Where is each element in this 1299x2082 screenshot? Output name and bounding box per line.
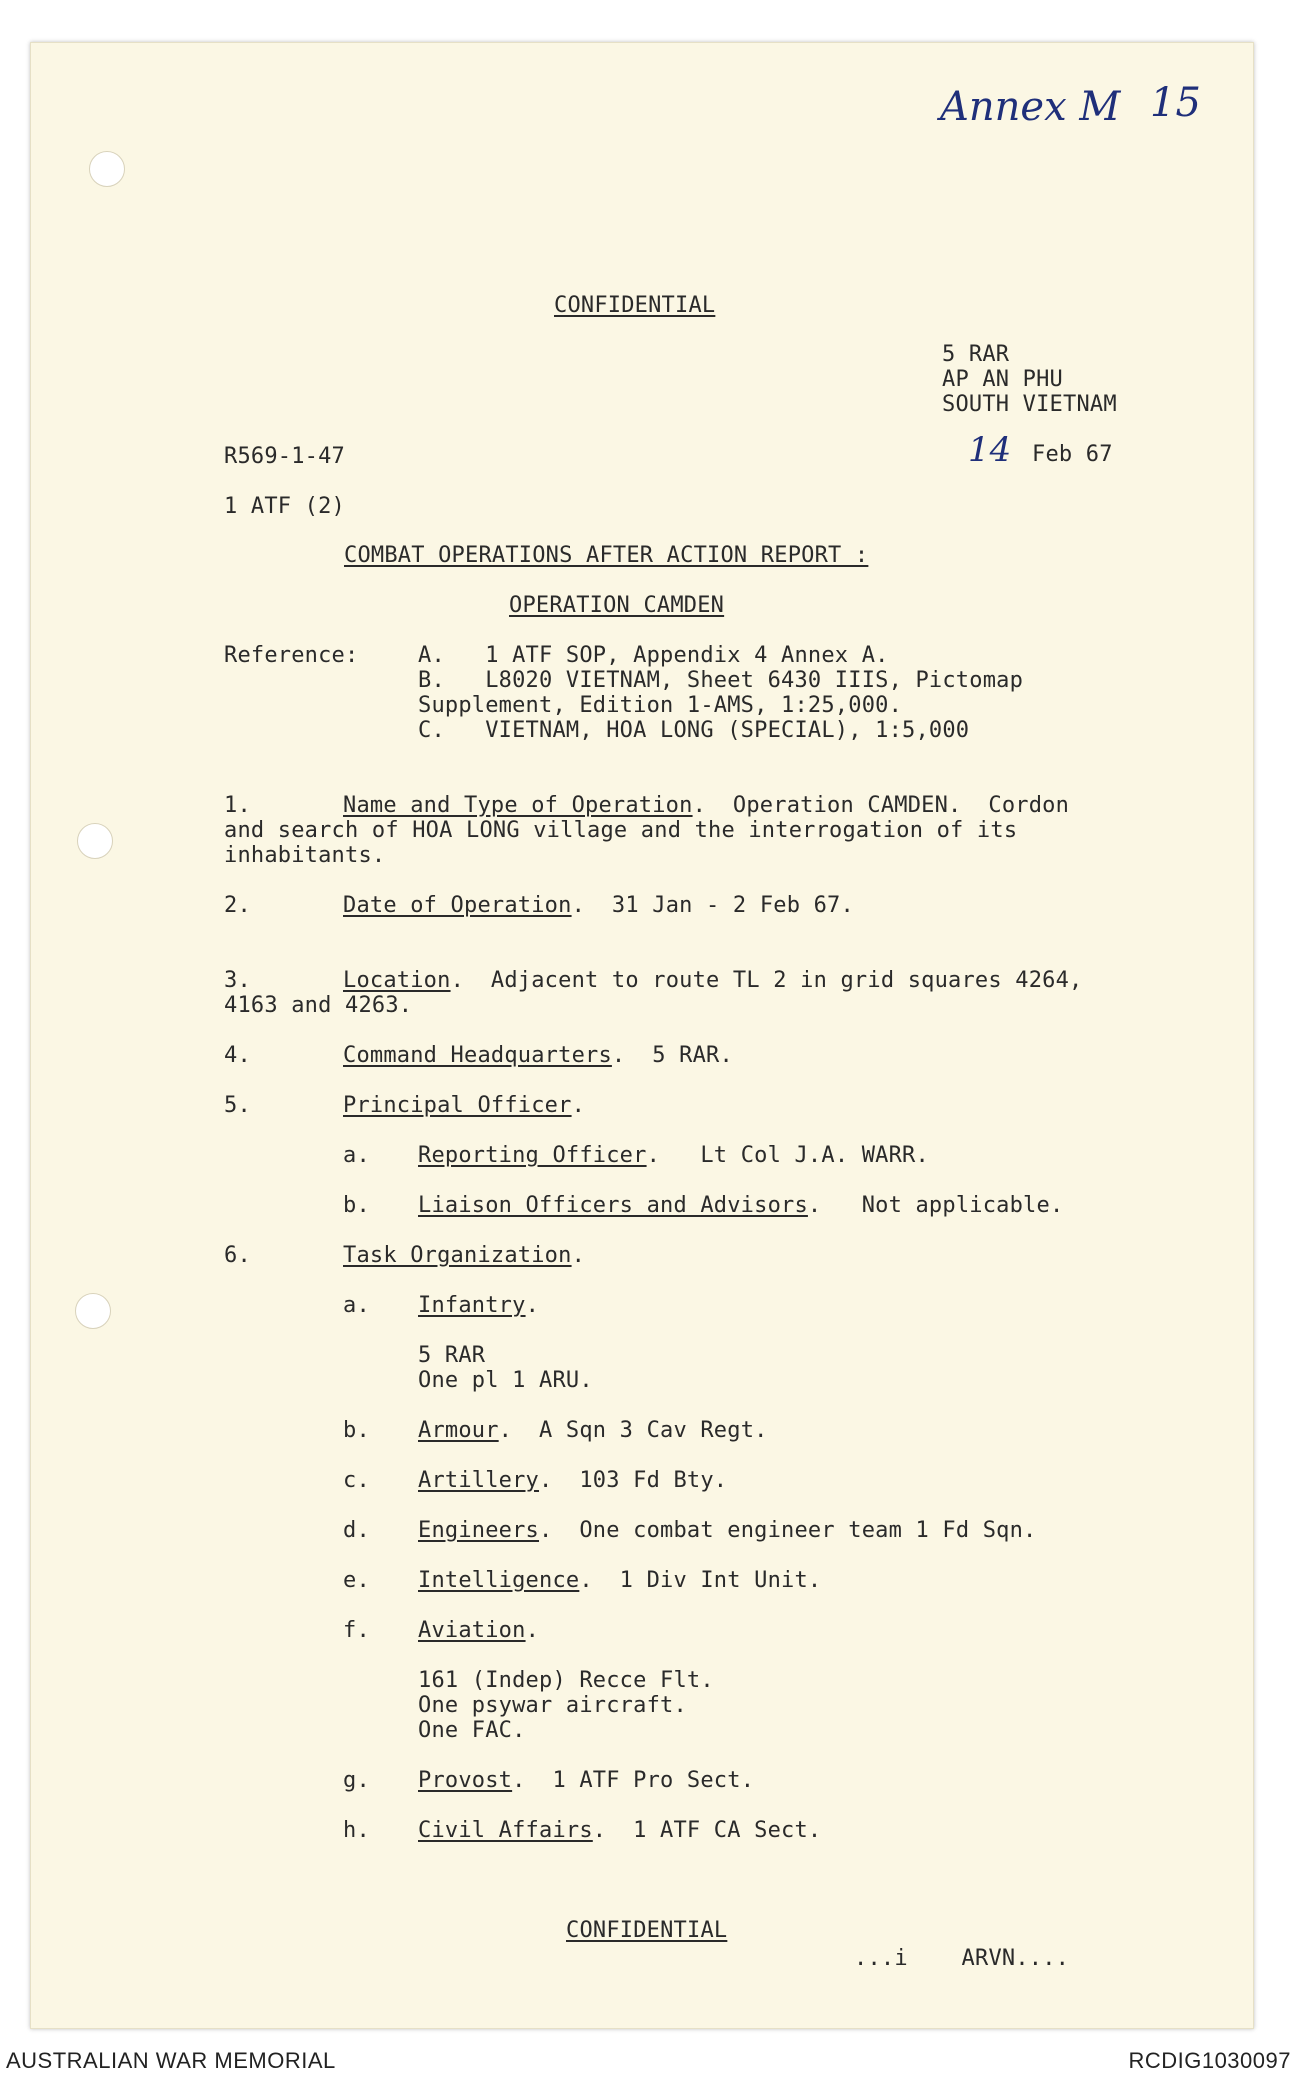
subsection-letter: a.: [343, 1143, 370, 1168]
subsection-line: One FAC.: [418, 1718, 526, 1743]
subsection-text: 1 Div Int Unit.: [592, 1568, 822, 1593]
section-number: 4.: [224, 1043, 251, 1068]
subsection-6g: Provost. 1 ATF Pro Sect.: [418, 1768, 755, 1793]
subsection-6f: Aviation.: [418, 1618, 540, 1643]
subsection-line: 161 (Indep) Recce Flt.: [418, 1668, 714, 1693]
reference-line: Supplement, Edition 1-AMS, 1:25,000.: [418, 693, 903, 718]
subsection-letter: c.: [343, 1468, 370, 1493]
section-4-line: Command Headquarters. 5 RAR.: [343, 1043, 733, 1068]
section-3-line-1: Location. Adjacent to route TL 2 in grid squares 4264,: [343, 968, 1083, 993]
subsection-line: 5 RAR: [418, 1343, 486, 1368]
section-5-heading-line: Principal Officer.: [343, 1093, 586, 1118]
address-line: AP AN PHU: [942, 367, 1064, 392]
subsection-letter: b.: [343, 1418, 370, 1443]
subsection-6h: Civil Affairs. 1 ATF CA Sect.: [418, 1818, 822, 1843]
subsection-heading: Armour: [418, 1418, 499, 1443]
section-1-line-1: Name and Type of Operation. Operation CAMDEN. Cordon: [343, 793, 1070, 818]
section-heading: Task Organization: [343, 1243, 572, 1268]
archive-source-label: AUSTRALIAN WAR MEMORIAL: [6, 2048, 336, 2073]
classification-top: CONFIDENTIAL: [554, 293, 716, 318]
section-number: 6.: [224, 1243, 251, 1268]
section-heading: Name and Type of Operation: [343, 793, 693, 818]
section-text: Adjacent to route TL 2 in grid squares 4264,: [464, 968, 1083, 993]
subsection-text: Not applicable.: [821, 1193, 1064, 1218]
address-line: 5 RAR: [942, 342, 1010, 367]
subsection-6a: Infantry.: [418, 1293, 540, 1318]
section-text: inhabitants.: [224, 843, 386, 868]
subsection-heading: Intelligence: [418, 1568, 580, 1593]
subsection-5a: Reporting Officer. Lt Col J.A. WARR.: [418, 1143, 929, 1168]
subsection-heading: Artillery: [418, 1468, 540, 1493]
subsection-letter: h.: [343, 1818, 370, 1843]
subsection-text: 1 ATF Pro Sect.: [525, 1768, 755, 1793]
subsection-letter: b.: [343, 1193, 370, 1218]
classification-bottom: CONFIDENTIAL: [566, 1918, 728, 1943]
document-page: [30, 42, 1254, 2029]
subsection-text: A Sqn 3 Cav Regt.: [512, 1418, 768, 1443]
subsection-6e: Intelligence. 1 Div Int Unit.: [418, 1568, 822, 1593]
section-heading: Principal Officer: [343, 1093, 572, 1118]
section-number: 1.: [224, 793, 251, 818]
section-text: 31 Jan - 2 Feb 67.: [585, 893, 854, 918]
subsection-text: 103 Fd Bty.: [552, 1468, 728, 1493]
section-6-heading-line: Task Organization.: [343, 1243, 586, 1268]
subsection-text: 1 ATF CA Sect.: [606, 1818, 822, 1843]
subsection-heading: Liaison Officers and Advisors: [418, 1193, 808, 1218]
section-text: and search of HOA LONG village and the interrogation of its: [224, 818, 1018, 843]
addressee: 1 ATF (2): [224, 494, 346, 519]
handwritten-page-number: 15: [1150, 80, 1201, 126]
subsection-letter: g.: [343, 1768, 370, 1793]
subsection-heading: Engineers: [418, 1518, 540, 1543]
file-reference: R569-1-47: [224, 444, 346, 469]
section-heading: Command Headquarters: [343, 1043, 612, 1068]
section-text: Operation CAMDEN. Cordon: [706, 793, 1070, 818]
punch-hole: [77, 823, 113, 859]
section-text: 4163 and 4263.: [224, 993, 413, 1018]
subsection-5b: Liaison Officers and Advisors. Not applicable.: [418, 1193, 1064, 1218]
handwritten-annex-note: Annex M: [940, 84, 1121, 130]
subsection-text: One combat engineer team 1 Fd Sqn.: [552, 1518, 1037, 1543]
subsection-line: One pl 1 ARU.: [418, 1368, 593, 1393]
section-text: 5 RAR.: [625, 1043, 733, 1068]
reference-label: Reference:: [224, 643, 359, 668]
operation-title: OPERATION CAMDEN: [509, 593, 725, 618]
subsection-heading: Aviation: [418, 1618, 526, 1643]
punch-hole: [89, 151, 125, 187]
subsection-heading: Provost: [418, 1768, 513, 1793]
handwritten-date-day: 14: [968, 430, 1012, 470]
section-heading: Location: [343, 968, 451, 993]
subsection-6d: Engineers. One combat engineer team 1 Fd Sqn.: [418, 1518, 1037, 1543]
subsection-heading: Reporting Officer: [418, 1143, 647, 1168]
subsection-letter: f.: [343, 1618, 370, 1643]
punch-hole: [75, 1293, 111, 1329]
address-line: SOUTH VIETNAM: [942, 392, 1117, 417]
subsection-6b: Armour. A Sqn 3 Cav Regt.: [418, 1418, 768, 1443]
section-number: 5.: [224, 1093, 251, 1118]
section-number: 2.: [224, 893, 251, 918]
section-number: 3.: [224, 968, 251, 993]
subsection-heading: Infantry: [418, 1293, 526, 1318]
reference-line: B. L8020 VIETNAM, Sheet 6430 IIIS, Pictomap: [418, 668, 1024, 693]
subsection-letter: d.: [343, 1518, 370, 1543]
subsection-line: One psywar aircraft.: [418, 1693, 687, 1718]
reference-line: A. 1 ATF SOP, Appendix 4 Annex A.: [418, 643, 889, 668]
section-2-line: Date of Operation. 31 Jan - 2 Feb 67.: [343, 893, 854, 918]
subsection-letter: a.: [343, 1293, 370, 1318]
section-heading: Date of Operation: [343, 893, 572, 918]
subsection-text: Lt Col J.A. WARR.: [660, 1143, 929, 1168]
subsection-heading: Civil Affairs: [418, 1818, 593, 1843]
reference-line: C. VIETNAM, HOA LONG (SPECIAL), 1:5,000: [418, 718, 970, 743]
archive-id-label: RCDIG1030097: [1128, 2048, 1291, 2073]
report-date: Feb 67: [1032, 442, 1113, 467]
report-title: COMBAT OPERATIONS AFTER ACTION REPORT :: [344, 543, 869, 568]
subsection-6c: Artillery. 103 Fd Bty.: [418, 1468, 728, 1493]
continuation-marker: ...i ARVN....: [854, 1946, 1070, 1971]
subsection-letter: e.: [343, 1568, 370, 1593]
